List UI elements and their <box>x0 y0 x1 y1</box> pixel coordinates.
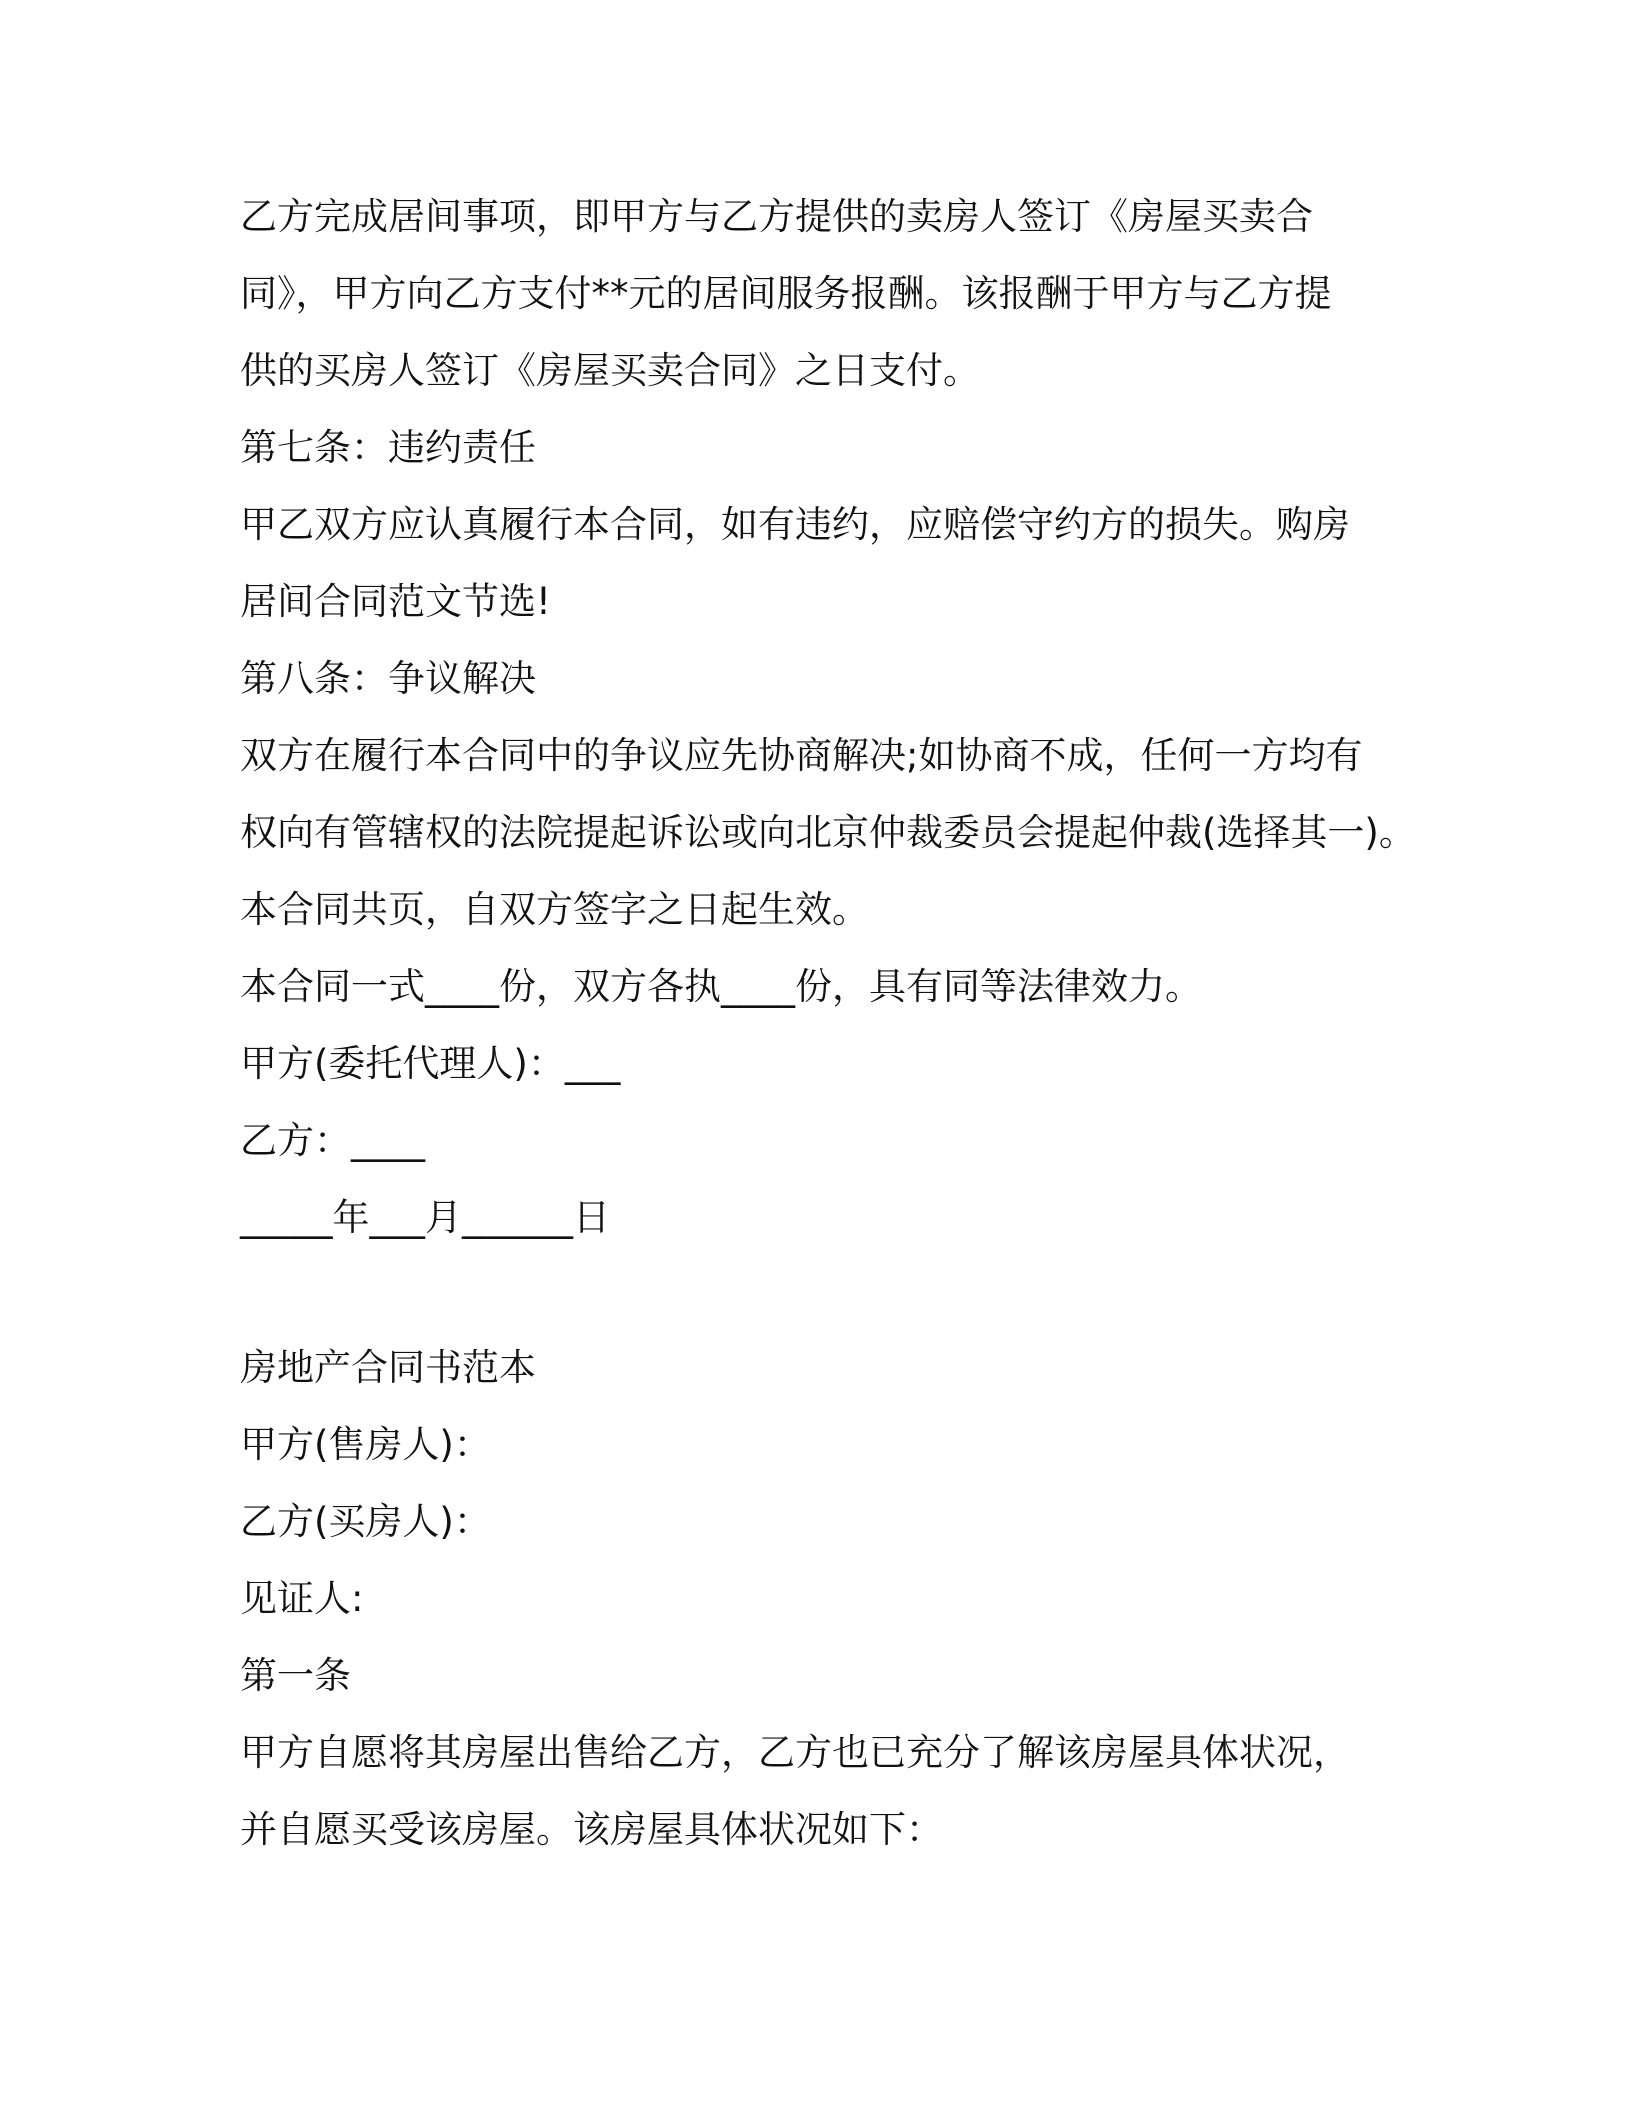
witness-field: 见证人: <box>240 1577 364 1620</box>
text-line: 甲乙双方应认真履行本合同，如有违约，应赔偿守约方的损失。购房 <box>240 503 1350 546</box>
text-line: 甲方自愿将其房屋出售给乙方，乙方也已充分了解该房屋具体状况， <box>240 1731 1350 1774</box>
text-line: 权向有管辖权的法院提起诉讼或向北京仲裁委员会提起仲裁(选择其一)。 <box>240 811 1416 854</box>
text-line: 乙方完成居间事项，即甲方与乙方提供的卖房人签订《房屋买卖合 <box>240 195 1313 238</box>
buyer-field: 乙方(买房人)： <box>240 1500 491 1543</box>
document-title: 房地产合同书范本 <box>240 1346 536 1389</box>
text-line: 本合同共页，自双方签字之日起生效。 <box>240 888 869 931</box>
date-line: _____年___月______日 <box>240 1196 610 1239</box>
text-line: 供的买房人签订《房屋买卖合同》之日支付。 <box>240 349 980 392</box>
section-heading-article-8: 第八条：争议解决 <box>240 657 536 700</box>
party-b-signature-line: 乙方：____ <box>240 1119 425 1162</box>
section-heading-article-7: 第七条：违约责任 <box>240 426 536 469</box>
text-line: 并自愿买受该房屋。该房屋具体状况如下： <box>240 1808 943 1851</box>
text-line: 双方在履行本合同中的争议应先协商解决;如协商不成，任何一方均有 <box>240 734 1363 777</box>
text-line: 居间合同范文节选! <box>240 580 551 623</box>
text-line: 同》，甲方向乙方支付**元的居间服务报酬。该报酬于甲方与乙方提 <box>240 272 1332 315</box>
copies-clause: 本合同一式____份，双方各执____份，具有同等法律效力。 <box>240 965 1202 1008</box>
party-a-signature-line: 甲方(委托代理人)：___ <box>240 1042 621 1085</box>
seller-field: 甲方(售房人)： <box>240 1423 491 1466</box>
section-heading-article-1: 第一条 <box>240 1654 351 1697</box>
